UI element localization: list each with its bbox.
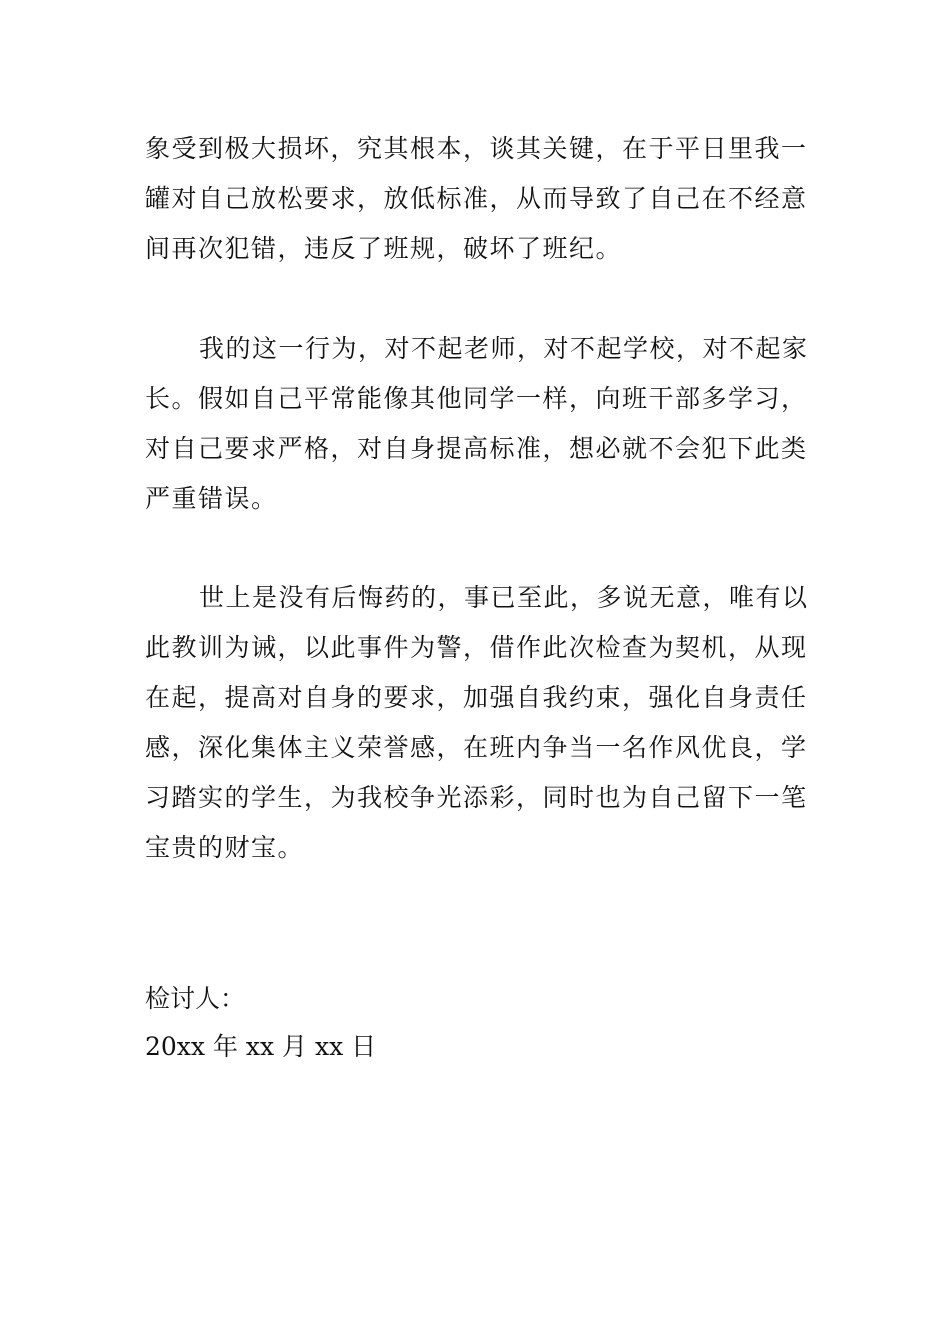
paragraph-continuation: 象受到极大损坏，究其根本，谈其关键，在于平日里我一罐对自己放松要求，放低标准，从而导致了自己在不经意间再次犯错，违反了班规，破坏了班纪。: [145, 134, 808, 263]
signature-label: 检讨人：: [145, 984, 246, 1013]
paragraph-resolution: 世上是没有后悔药的，事已至此，多说无意，唯有以此教训为诫，以此事件为警，借作此次检查为契机，从现在起，提高对自身的要求，加强自我约束，强化自身责任感，深化集体主义荣誉感，在班内争当一名作风优良，学习踏实的学生，为我校争光添彩，同时也为自己留下一笔宝贵的财宝。: [145, 583, 809, 862]
paragraph-apology: 我的这一行为，对不起老师，对不起学校，对不起家长。假如自己平常能像其他同学一样，向班干部多学习，对自己要求严格，对自身提高标准，想必就不会犯下此类严重错误。: [145, 334, 809, 513]
signature-date: 20xx 年 xx 月 xx 日: [145, 1032, 377, 1061]
